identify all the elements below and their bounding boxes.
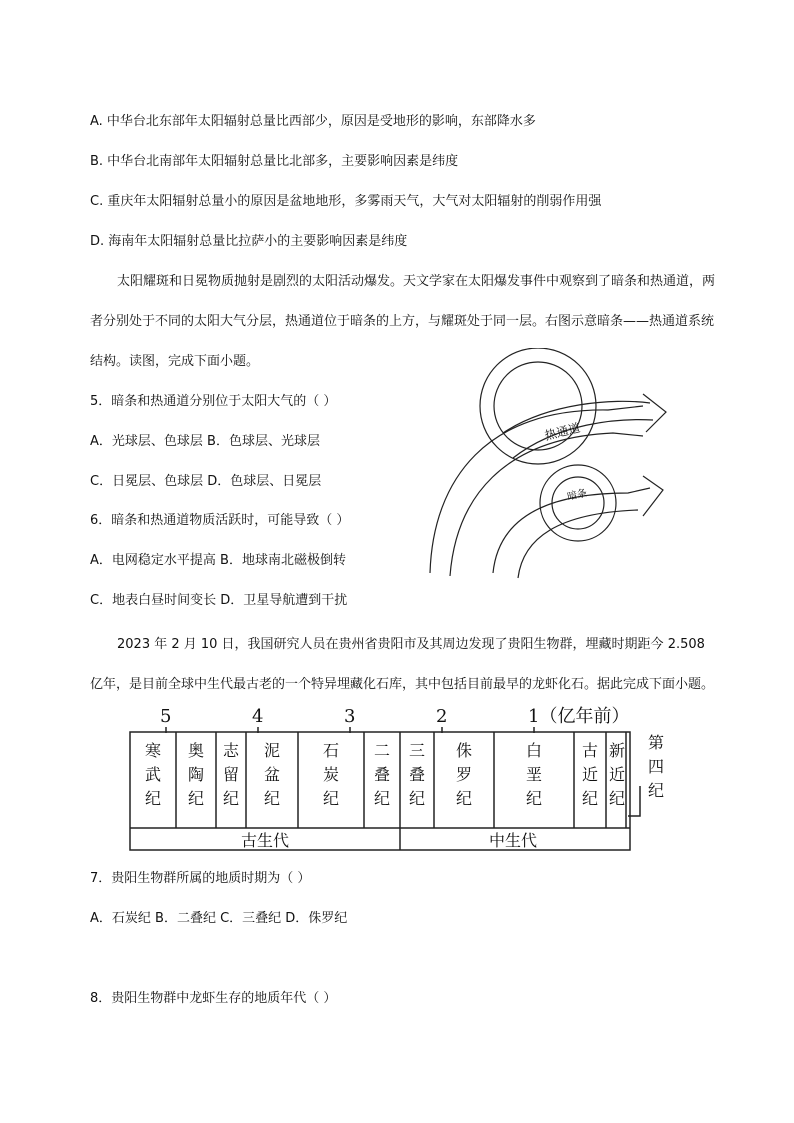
period-quaternary-c1: 第 — [647, 733, 665, 752]
tick-label-5: 5 — [160, 706, 172, 727]
era-mesozoic: 中生代 — [488, 831, 538, 850]
period-silurian-c3: 纪 — [222, 789, 240, 808]
q7-stem: 7．贵阳生物群所属的地质时期为（ ） — [90, 871, 311, 886]
period-ordovician-c3: 纪 — [187, 789, 205, 808]
q5-options-row1: A．光球层、色球层 B．色球层、光球层 — [90, 434, 320, 449]
period-permian-c3: 纪 — [373, 789, 391, 808]
period-devonian-c1: 泥 — [263, 741, 281, 760]
q4-option-c: C. 重庆年太阳辐射总量小的原因是盆地地形，多雾雨天气，大气对太阳辐射的削弱作用强 — [90, 194, 602, 209]
filament-hot-channel-figure — [428, 348, 668, 583]
period-jurassic-c1: 侏 — [455, 741, 473, 760]
q4-option-a: A. 中华台北东部年太阳辐射总量比西部少，原因是受地形的影响，东部降水多 — [90, 114, 536, 129]
period-neogene-c2: 近 — [608, 765, 626, 784]
period-silurian-c2: 留 — [222, 765, 240, 784]
hot-channel-label: 热通道 — [543, 420, 582, 443]
period-paleogene-c1: 古 — [581, 741, 599, 760]
period-ordovician-c1: 奥 — [187, 741, 205, 760]
filament-inner-ring — [552, 477, 604, 529]
period-jurassic-c2: 罗 — [455, 765, 473, 784]
hot-channel-outer-ring — [480, 348, 596, 464]
period-carboniferous-c2: 炭 — [322, 765, 340, 784]
period-devonian-c3: 纪 — [263, 789, 281, 808]
q4-option-d: D. 海南年太阳辐射总量比拉萨小的主要影响因素是纬度 — [90, 234, 408, 249]
period-paleogene-c2: 近 — [581, 765, 599, 784]
period-triassic-c2: 叠 — [408, 765, 426, 784]
period-devonian-c2: 盆 — [263, 765, 281, 784]
hot-channel-arrow-lower-edge — [513, 420, 653, 458]
period-cretaceous-c2: 垩 — [525, 765, 543, 784]
q6-stem: 6．暗条和热通道物质活跃时，可能导致（ ） — [90, 513, 350, 528]
period-carboniferous-c3: 纪 — [322, 789, 340, 808]
period-triassic-c1: 三 — [408, 741, 426, 760]
arc-band-inner — [450, 433, 643, 576]
period-cretaceous-c3: 纪 — [525, 789, 543, 808]
period-silurian-c1: 志 — [222, 741, 240, 760]
period-cretaceous-c1: 白 — [525, 741, 543, 760]
period-permian-c2: 叠 — [373, 765, 391, 784]
passage-solar-activity: 太阳耀斑和日冕物质抛射是剧烈的太阳活动爆发。天文学家在太阳爆发事件中观察到了暗条和热通道，两者分别处于不同的太阳大气分层，热通道位于暗条的上方，与耀斑处于同一层。右图示意暗条——热通道系统结构。读图，完成下面小题。 — [90, 274, 716, 369]
period-neogene-c1: 新 — [608, 741, 626, 760]
period-jurassic-c3: 纪 — [455, 789, 473, 808]
q7-options: A．石炭纪 B．二叠纪 C．三叠纪 D．侏罗纪 — [90, 911, 348, 926]
period-paleogene-c3: 纪 — [581, 789, 599, 808]
period-ordovician-c2: 陶 — [187, 765, 205, 784]
q8-stem: 8．贵阳生物群中龙虾生存的地质年代（ ） — [90, 991, 337, 1006]
period-cambrian-c3: 纪 — [144, 789, 162, 808]
filament-arrow-inner — [518, 510, 638, 578]
geologic-timeline-figure — [118, 700, 698, 860]
q6-options-row1: A．电网稳定水平提高 B．地球南北磁极倒转 — [90, 553, 346, 568]
period-cambrian-c2: 武 — [144, 765, 162, 784]
filament-arrowhead — [643, 476, 663, 516]
arc-band-outer — [430, 406, 643, 573]
era-paleozoic: 古生代 — [240, 831, 290, 850]
tick-label-1: 1（亿年前） — [528, 706, 630, 727]
passage-guiyang-biota: 2023 年 2 月 10 日，我国研究人员在贵州省贵阳市及其周边发现了贵阳生物群，埋藏时期距今 2.508 亿年，是目前全球中生代最古老的一个特异埋藏化石库，其中包括目前最早的龙虾化石。据此完成下面小题。 — [90, 637, 715, 692]
period-carboniferous-c1: 石 — [322, 741, 340, 760]
period-quaternary-c3: 纪 — [647, 781, 665, 800]
q5-stem: 5．暗条和热通道分别位于太阳大气的（ ） — [90, 394, 337, 409]
tick-label-2: 2 — [436, 706, 448, 727]
period-quaternary-c2: 四 — [647, 757, 665, 776]
period-triassic-c3: 纪 — [408, 789, 426, 808]
q6-options-row2: C．地表白昼时间变长 D．卫星导航遭到干扰 — [90, 593, 348, 608]
period-neogene-c3: 纪 — [608, 789, 626, 808]
tick-label-4: 4 — [252, 706, 264, 727]
tick-label-3: 3 — [344, 706, 356, 727]
q5-options-row2: C．日冕层、色球层 D．色球层、日冕层 — [90, 474, 322, 489]
period-cambrian-c1: 寒 — [144, 741, 162, 760]
hot-channel-arrowhead — [643, 394, 666, 432]
filament-label: 暗条 — [566, 488, 589, 503]
q4-option-b: B. 中华台北南部年太阳辐射总量比北部多，主要影响因素是纬度 — [90, 154, 459, 169]
period-permian-c1: 二 — [373, 741, 391, 760]
